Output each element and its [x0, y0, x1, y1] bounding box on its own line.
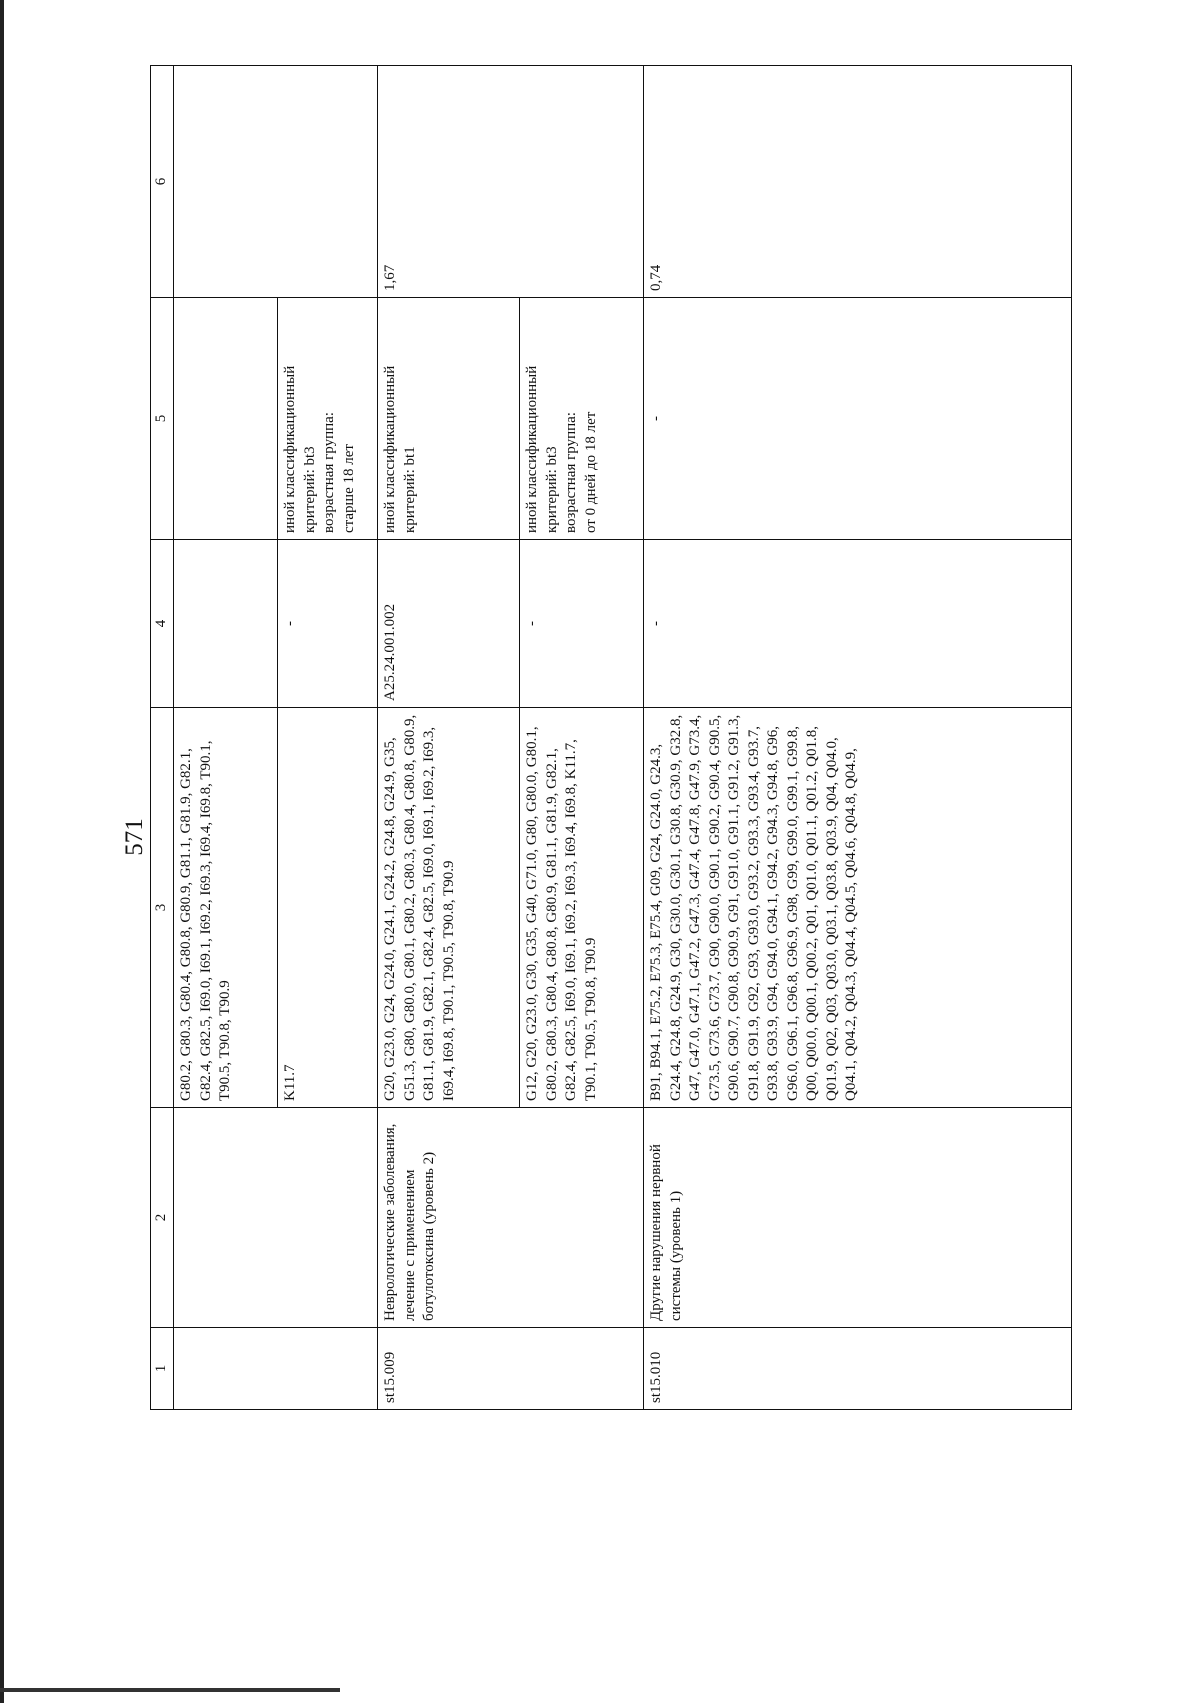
- service-cell: -: [520, 540, 644, 708]
- header-col-5: 5: [151, 298, 174, 540]
- criteria-line: иной классификационный: [382, 365, 398, 533]
- table-row: [174, 66, 278, 1410]
- service-cell: [174, 540, 278, 708]
- table-row: [644, 66, 1072, 1410]
- diagnoses-cell: G12, G20, G23.0, G30, G35, G40, G71.0, G80, G80.0, G80.1, G80.2, G80.3, G80.4, G80.8, G80.9, G81.1, G81.9, G82.1, G82.4, G82.5, I69.0, I69.1, I69.2, I69.3, I69.4, I69.8, K11.7, T90.1, T90.5, T90.8, T90.9: [520, 708, 644, 1108]
- row-name-cell: [174, 1108, 378, 1328]
- coefficient-cell: 0,74: [644, 66, 1072, 298]
- header-col-2: 2: [151, 1108, 174, 1328]
- diagnoses-cell: G80.2, G80.3, G80.4, G80.8, G80.9, G81.1, G81.9, G82.1, G82.4, G82.5, I69.0, I69.1, I69.2, I69.3, I69.4, I69.8, T90.1, T90.5, T90.8, T90.9: [174, 708, 278, 1108]
- header-col-6: 6: [151, 66, 174, 298]
- row-code-cell: st15.009: [378, 1328, 644, 1410]
- rotated-table-sheet: [150, 66, 1072, 1410]
- criteria-line: возрастная группа:: [321, 412, 337, 533]
- diagnoses-cell: K11.7: [278, 708, 378, 1108]
- criteria-line: иной классификационный: [524, 365, 540, 533]
- tariff-table: [150, 65, 1072, 1410]
- criteria-line: старше 18 лет: [340, 444, 357, 533]
- coefficient-cell: 1,67: [378, 66, 644, 298]
- diagnoses-cell: G20, G23.0, G24, G24.0, G24.1, G24.2, G24.8, G24.9, G35, G51.3, G80, G80.0, G80.1, G80.2, G80.3, G80.4, G80.8, G80.9, G81.1, G81.9, G82.1, G82.4, G82.5, I69.0, I69.1, I69.2, I69.3, I69.4, I69.8, T90.1, T90.5, T90.8, T90.9: [378, 708, 520, 1108]
- criteria-cell: [174, 298, 278, 540]
- criteria-line: критерий: bt3: [543, 446, 560, 533]
- criteria-line: критерий: bt1: [401, 446, 418, 533]
- row-name-cell: Другие нарушения нервной системы (уровень 1): [644, 1108, 1072, 1328]
- page-number: 571: [121, 818, 148, 856]
- header-col-4: 4: [151, 540, 174, 708]
- criteria-cell: [378, 298, 520, 540]
- row-code-cell: st15.010: [644, 1328, 1072, 1410]
- scan-left-edge: [0, 0, 4, 1703]
- criteria-line: возрастная группа:: [563, 412, 579, 533]
- service-cell: A25.24.001.002: [378, 540, 520, 708]
- service-cell: -: [644, 540, 1072, 708]
- row-name-cell: Неврологические заболевания, лечение с применением ботулотоксина (уровень 2): [378, 1108, 644, 1328]
- header-row: [151, 66, 174, 1410]
- coefficient-cell: [174, 66, 378, 298]
- criteria-line: иной классификационный: [282, 365, 298, 533]
- criteria-line: критерий: bt3: [301, 446, 318, 533]
- criteria-cell: -: [644, 298, 1072, 540]
- scan-bottom-band: [0, 1688, 340, 1692]
- header-col-3: 3: [151, 708, 174, 1108]
- diagnoses-cell: B91, B94.1, E75.2, E75.3, E75.4, G09, G24, G24.0, G24.3, G24.4, G24.8, G24.9, G30, G30.0, G30.1, G30.8, G30.9, G32.8, G47, G47.0, G47.1, G47.2, G47.3, G47.4, G47.8, G47.9, G73.4, G73.5, G73.6, G73.7, G90, G90.0, G90.1, G90.2, G90.4, G90.5, G90.6, G90.7, G90.8, G90.9, G91, G91.0, G91.1, G91.2, G91.3, G91.8, G91.9, G92, G93, G93.0, G93.2, G93.3, G93.4, G93.7, G93.8, G93.9, G94, G94.0, G94.1, G94.2, G94.3, G94.8, G96, G96.0, G96.1, G96.8, G96.9, G98, G99, G99.0, G99.1, G99.8, Q00, Q00.0, Q00.1, Q00.2, Q01, Q01.0, Q01.1, Q01.2, Q01.8, Q01.9, Q02, Q03, Q03.0, Q03.1, Q03.8, Q03.9, Q04, Q04.0, Q04.1, Q04.2, Q04.3, Q04.4, Q04.5, Q04.6, Q04.8, Q04.9,: [644, 708, 1072, 1108]
- header-col-1: 1: [151, 1328, 174, 1410]
- criteria-cell: [520, 298, 644, 540]
- criteria-cell: [278, 298, 378, 540]
- row-code-cell: [174, 1328, 378, 1410]
- table-row: [378, 66, 520, 1410]
- criteria-line: от 0 дней до 18 лет: [582, 411, 599, 533]
- service-cell: -: [278, 540, 378, 708]
